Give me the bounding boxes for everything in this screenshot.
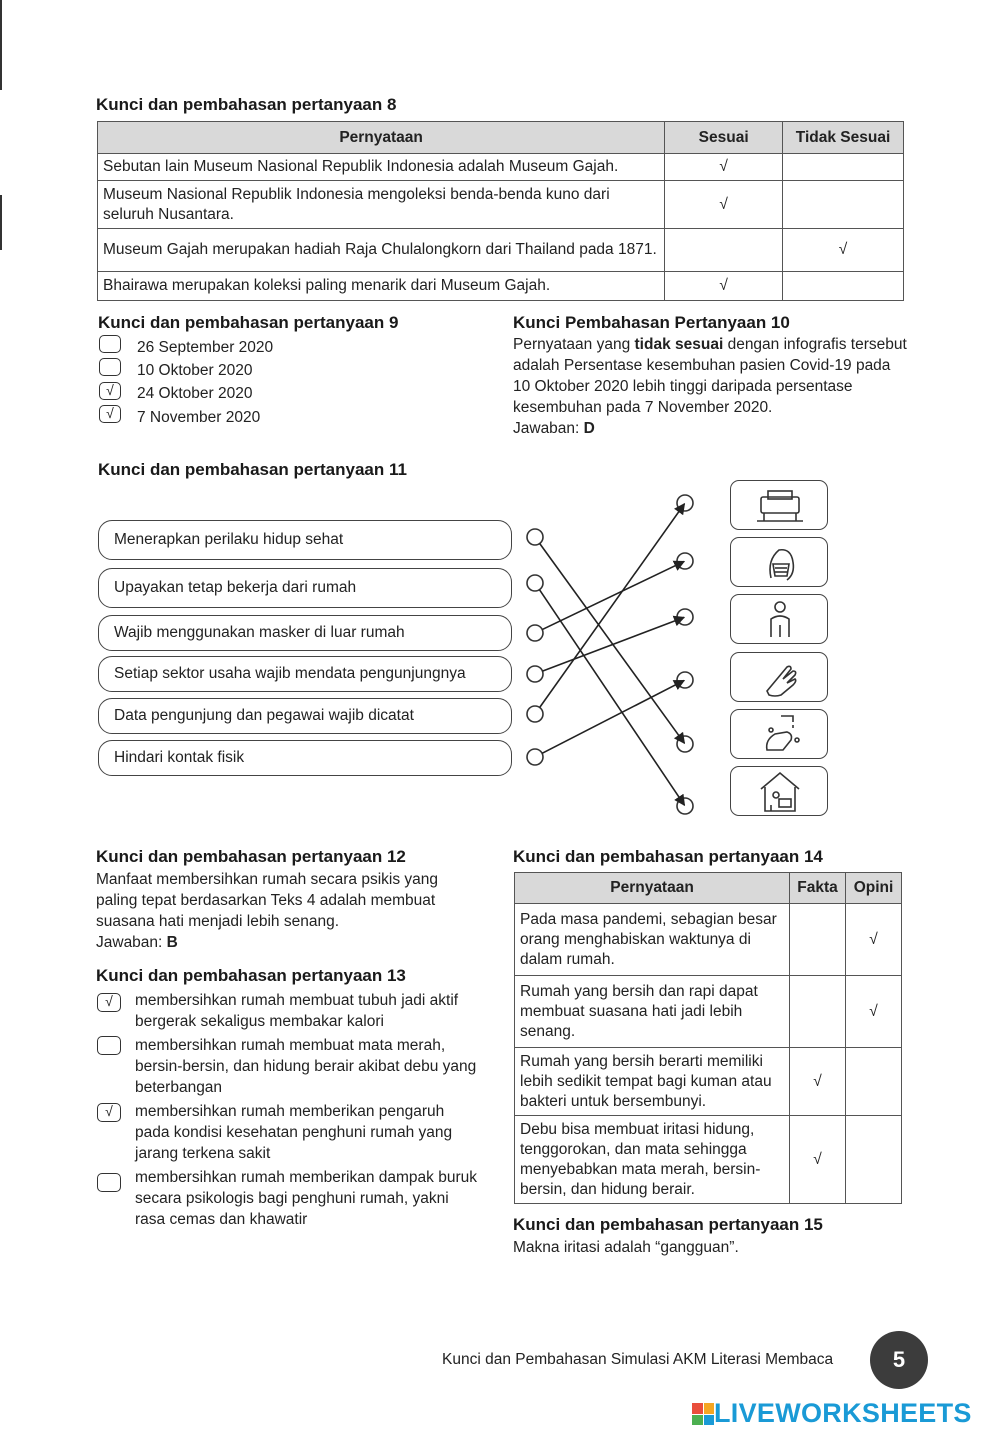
q12-answer: B bbox=[166, 934, 178, 951]
q11-right-dot-2 bbox=[677, 553, 693, 569]
q9-checkbox-4[interactable]: √ bbox=[99, 405, 121, 423]
q13-option-2: membersihkan rumah membuat mata merah, bersin-bersin, dan hidung berair akibat debu yang beterbangan bbox=[135, 1037, 477, 1096]
hand-washing-icon bbox=[731, 710, 829, 760]
q11-match-arrow-6 bbox=[542, 680, 684, 753]
q9-option-3: 24 Oktober 2020 bbox=[137, 385, 253, 402]
q8-row-3-tidak[interactable]: √ bbox=[783, 229, 904, 272]
q11-left-dot-3 bbox=[527, 625, 543, 641]
q10-text-post: dengan infografis tersebut adalah Persentase kesembuhan pasien Covid-19 pada 10 Oktober 2020 lebih tinggi daripada persentase kesembuhan pada 7 November 2020. bbox=[513, 336, 907, 416]
q13-option-3: membersihkan rumah memberikan pengaruh pada kondisi kesehatan penghuni rumah yang jarang terkena sakit bbox=[135, 1103, 453, 1162]
table-row bbox=[515, 1116, 902, 1204]
glove-hand-icon bbox=[731, 653, 829, 703]
q11-right-dot-4 bbox=[677, 672, 693, 688]
q8-title: Kunci dan pembahasan pertanyaan 8 bbox=[96, 95, 397, 114]
q15-title: Kunci dan pembahasan pertanyaan 15 bbox=[513, 1215, 823, 1234]
q14-header-opini: Opini bbox=[846, 873, 902, 904]
q10-text-pre: Pernyataan yang bbox=[513, 336, 635, 353]
q11-right-dot-3 bbox=[677, 609, 693, 625]
q11-icon-box-4 bbox=[730, 652, 828, 702]
face-mask-icon bbox=[731, 538, 829, 588]
q13-option-4: membersihkan rumah memberikan dampak buruk secara psikologis bagi penghuni rumah, yakni rasa cemas dan khawatir bbox=[135, 1169, 478, 1228]
q14-row-1-opini[interactable]: √ bbox=[846, 904, 902, 976]
table-row bbox=[515, 976, 902, 1048]
q11-match-arrow-1 bbox=[540, 543, 685, 743]
q12-text: Manfaat membersihkan rumah secara psikis yang paling tepat berdasarkan Teks 4 adalah membuat suasana hati menjadi lebih senang. bbox=[96, 871, 439, 930]
q11-icon-box-3 bbox=[730, 594, 828, 644]
q11-statement-6: Hindari kontak fisik bbox=[98, 740, 512, 776]
q11-match-arrow-2 bbox=[539, 590, 684, 806]
q11-title: Kunci dan pembahasan pertanyaan 11 bbox=[98, 460, 407, 479]
q12-body bbox=[96, 869, 466, 953]
q9-checkbox-3[interactable]: √ bbox=[99, 382, 121, 400]
q8-header-sesuai: Sesuai bbox=[665, 122, 783, 154]
q13-checkbox-4[interactable] bbox=[97, 1173, 121, 1192]
q14-row-2-text: Rumah yang bersih dan rapi dapat membuat suasana hati jadi lebih senang. bbox=[515, 976, 790, 1048]
person-icon bbox=[731, 595, 829, 645]
q14-row-4-fakta[interactable]: √ bbox=[790, 1116, 846, 1204]
q8-row-4-text: Bhairawa merupakan koleksi paling menarik dari Museum Gajah. bbox=[98, 272, 665, 301]
q14-row-1-fakta[interactable] bbox=[790, 904, 846, 976]
q8-header-tidak-sesuai: Tidak Sesuai bbox=[783, 122, 904, 154]
q10-text-bold: tidak sesuai bbox=[634, 336, 724, 353]
q11-match-arrow-5 bbox=[540, 504, 685, 708]
page-number: 5 bbox=[870, 1331, 928, 1389]
q14-table bbox=[514, 872, 902, 1204]
q8-row-1-sesuai[interactable]: √ bbox=[665, 154, 783, 181]
q14-row-3-opini[interactable] bbox=[846, 1048, 902, 1116]
q8-row-2-text: Museum Nasional Republik Indonesia mengoleksi benda-benda kuno dari seluruh Nusantara. bbox=[98, 181, 665, 229]
q11-statement-1: Menerapkan perilaku hidup sehat bbox=[98, 520, 512, 560]
q10-answer-label: Jawaban: bbox=[513, 420, 584, 437]
q14-row-4-text: Debu bisa membuat iritasi hidung, tenggorokan, dan mata sehingga menyebabkan mata merah, bersin-bersin, dan hidung berair. bbox=[515, 1116, 790, 1204]
q11-icon-box-1 bbox=[730, 480, 828, 530]
q14-row-3-text: Rumah yang bersih berarti memiliki lebih sedikit tempat bagi kuman atau bakteri untuk bersembunyi. bbox=[515, 1048, 790, 1116]
q11-left-dot-4 bbox=[527, 666, 543, 682]
q13-option-1: membersihkan rumah membuat tubuh jadi aktif bergerak sekaligus membakar kalori bbox=[135, 992, 459, 1030]
q9-option-4: 7 November 2020 bbox=[137, 409, 261, 426]
q11-left-dot-6 bbox=[527, 749, 543, 765]
q14-row-2-opini[interactable]: √ bbox=[846, 976, 902, 1048]
table-row bbox=[515, 904, 902, 976]
q8-row-3-text: Museum Gajah merupakan hadiah Raja Chulalongkorn dari Thailand pada 1871. bbox=[98, 229, 665, 272]
q11-left-dot-1 bbox=[527, 529, 543, 545]
q11-statement-4: Setiap sektor usaha wajib mendata pengunjungnya bbox=[98, 656, 512, 692]
q14-title: Kunci dan pembahasan pertanyaan 14 bbox=[513, 847, 823, 866]
q11-right-dot-6 bbox=[677, 798, 693, 814]
q14-row-1-text: Pada masa pandemi, sebagian besar orang menghabiskan waktunya di dalam rumah. bbox=[515, 904, 790, 976]
q13-title: Kunci dan pembahasan pertanyaan 13 bbox=[96, 966, 406, 985]
footer-caption: Kunci dan Pembahasan Simulasi AKM Literasi Membaca bbox=[442, 1351, 834, 1368]
q11-statement-5: Data pengunjung dan pegawai wajib dicatat bbox=[98, 698, 512, 734]
q8-row-4-sesuai[interactable]: √ bbox=[665, 272, 783, 301]
q8-header-statement: Pernyataan bbox=[98, 122, 665, 154]
q9-option-1: 26 September 2020 bbox=[137, 339, 274, 356]
q11-statement-2: Upayakan tetap bekerja dari rumah bbox=[98, 568, 512, 608]
q11-right-dots bbox=[677, 495, 693, 814]
q10-answer: D bbox=[583, 420, 595, 437]
q12-answer-label: Jawaban: bbox=[96, 934, 167, 951]
q11-right-dot-5 bbox=[677, 736, 693, 752]
q11-left-dots bbox=[527, 529, 543, 765]
q14-row-4-opini[interactable] bbox=[846, 1116, 902, 1204]
q11-left-dot-5 bbox=[527, 706, 543, 722]
q11-right-dot-1 bbox=[677, 495, 693, 511]
q14-header-statement: Pernyataan bbox=[515, 873, 790, 904]
q12-title: Kunci dan pembahasan pertanyaan 12 bbox=[96, 847, 406, 866]
q11-icon-box-5 bbox=[730, 709, 828, 759]
q13-checkbox-1[interactable]: √ bbox=[97, 993, 121, 1012]
counter-desk-icon bbox=[731, 481, 829, 531]
q11-left-dot-2 bbox=[527, 575, 543, 591]
liveworksheets-logo-text: LIVEWORKSHEETS bbox=[714, 1398, 972, 1428]
q11-icon-box-6 bbox=[730, 766, 828, 816]
q10-title: Kunci Pembahasan Pertanyaan 10 bbox=[513, 313, 790, 332]
q14-header-fakta: Fakta bbox=[790, 873, 846, 904]
q14-row-3-fakta[interactable]: √ bbox=[790, 1048, 846, 1116]
work-from-home-icon bbox=[731, 767, 829, 817]
q8-row-2-sesuai[interactable]: √ bbox=[665, 181, 783, 229]
q11-statement-3: Wajib menggunakan masker di luar rumah bbox=[98, 615, 512, 651]
liveworksheets-logo-mark bbox=[692, 1403, 714, 1425]
q15-text: Makna iritasi adalah “gangguan”. bbox=[513, 1239, 739, 1256]
table-row bbox=[515, 1048, 902, 1116]
q9-title: Kunci dan pembahasan pertanyaan 9 bbox=[98, 313, 399, 332]
q8-row-1-text: Sebutan lain Museum Nasional Republik Indonesia adalah Museum Gajah. bbox=[98, 154, 665, 181]
q11-icon-box-2 bbox=[730, 537, 828, 587]
q9-option-2: 10 Oktober 2020 bbox=[137, 362, 253, 379]
q13-checkbox-3[interactable]: √ bbox=[97, 1103, 121, 1122]
q13-checkbox-2[interactable] bbox=[97, 1036, 121, 1055]
q11-match-arrow-3 bbox=[542, 561, 684, 629]
q14-row-2-fakta[interactable] bbox=[790, 976, 846, 1048]
